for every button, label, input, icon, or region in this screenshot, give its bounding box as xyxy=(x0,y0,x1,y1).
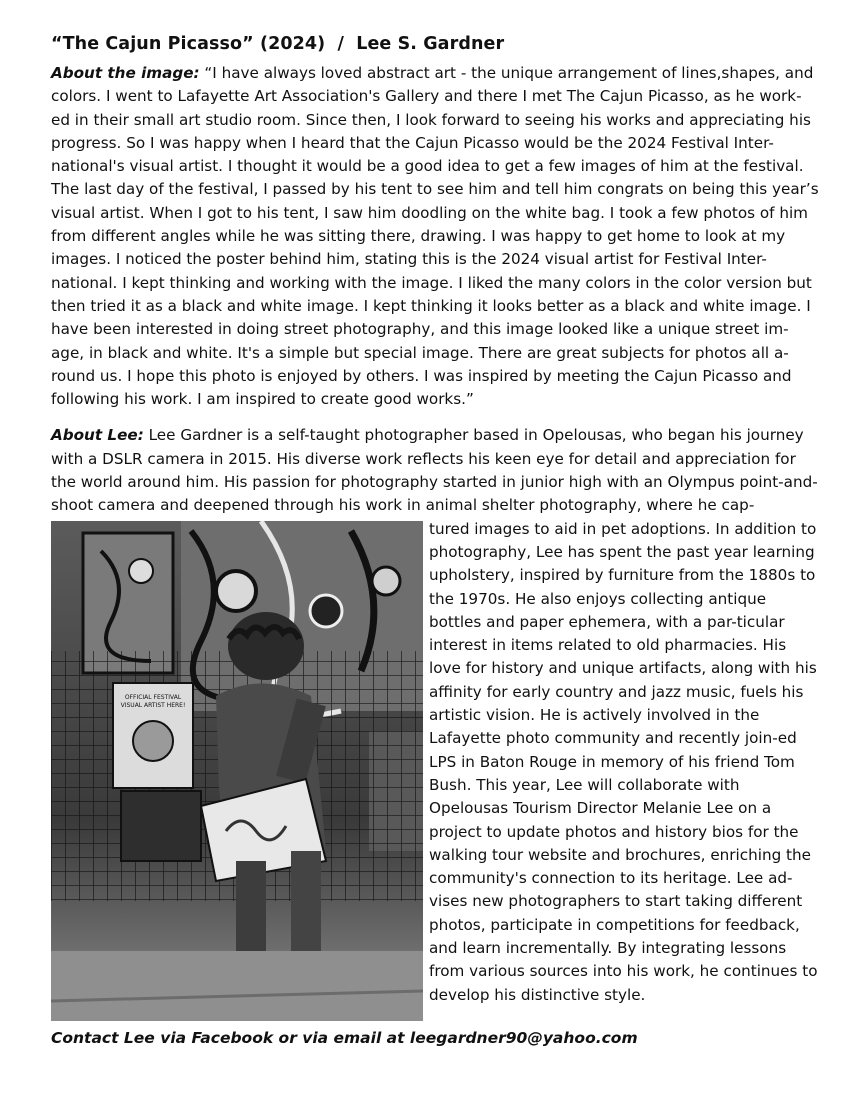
about-lee-text-top: Lee Gardner is a self-taught photographer based in Opelousas, who began his journey with a DSLR camera in 2015. His diverse work reflects his keen eye for detail and appreciation for the world around him. His passion for photography started in junior high with an Olympus point-and-shoot camera and deepened through his work in animal shelter photography, where he cap- xyxy=(51,426,818,515)
photographer-name: Lee S. Gardner xyxy=(356,34,505,54)
artwork-title: “The Cajun Picasso” (2024) xyxy=(51,34,326,54)
photo-illustration xyxy=(51,521,423,1021)
poster-line-2: VISUAL ARTIST HERE! xyxy=(120,701,186,709)
paragraph-gap xyxy=(51,411,819,424)
about-image-label: About the image: xyxy=(51,64,200,82)
about-image-text: “I have always loved abstract art - the unique arrangement of lines,shapes, and colors. I went to Lafayette Art Association's Gallery and there I met The Cajun Picasso, as he work-ed in their small art studio room. Since then, I look forward to seeing his works and appreciating his progress. So I was happy when I heard that the Cajun Picasso would be the 2024 Festival Inter-national's visual artist. I thought it would be a good idea to get a few images of him at the festival. The last day of the festival, I passed by his tent to see him and tell him congrats on being this year’s visual artist. When I got to his tent, I saw him doodling on the white bag. I took a few photos of him from different angles while he was sitting there, drawing. I was happy to get home to look at my images. I noticed the poster behind him, stating this is the 2024 visual artist for Festival Inter-national. I kept thinking and working with the image. I liked the many colors in the color version but then tried it as a black and white image. I kept thinking it looks better as a black and white image. I have been interested in doing street photography, and this image looked like a unique street im-age, in black and white. It's a simple but special image. There are great subjects for photos all a-round us. I hope this photo is enjoyed by others. I was inspired by meeting the Cajun Picasso and following his work. I am inspired to create good works.” xyxy=(51,64,819,409)
about-lee-label: About Lee: xyxy=(51,426,144,445)
poster-line-1: OFFICIAL FESTIVAL xyxy=(124,693,182,701)
artist-photo xyxy=(51,521,423,1021)
about-image-paragraph xyxy=(51,62,819,411)
title-separator: / xyxy=(337,34,344,54)
contact-line: Contact Lee via Facebook or via email at leegardner90@yahoo.com xyxy=(51,1029,638,1047)
about-lee-paragraph xyxy=(51,424,819,517)
page-title xyxy=(51,34,819,54)
article xyxy=(51,34,819,1025)
about-lee-wrap-text: tured images to aid in pet adoptions. In addition to photography, Lee has spent the past year learning upholstery, inspired by furniture from the 1880s to the 1970s. He also enjoys collecting antique bottles and paper ephemera, with a par-ticular interest in items related to old pharmacies. His love for history and unique artifacts, along with his affinity for early country and jazz music, fuels his artistic vision. He is actively involved in the Lafayette photo community and recently join-ed LPS in Baton Rouge in memory of his friend Tom Bush. This year, Lee will collaborate with Opelousas Tourism Director Melanie Lee on a project to update photos and history bios for the walking tour website and brochures, enriching the community's connection to its heritage. Lee ad-vises new photographers to start taking different photos, participate in competitions for feedback, and learn incrementally. By integrating lessons from various sources into his work, he continues to develop his distinctive style. xyxy=(429,519,818,1004)
